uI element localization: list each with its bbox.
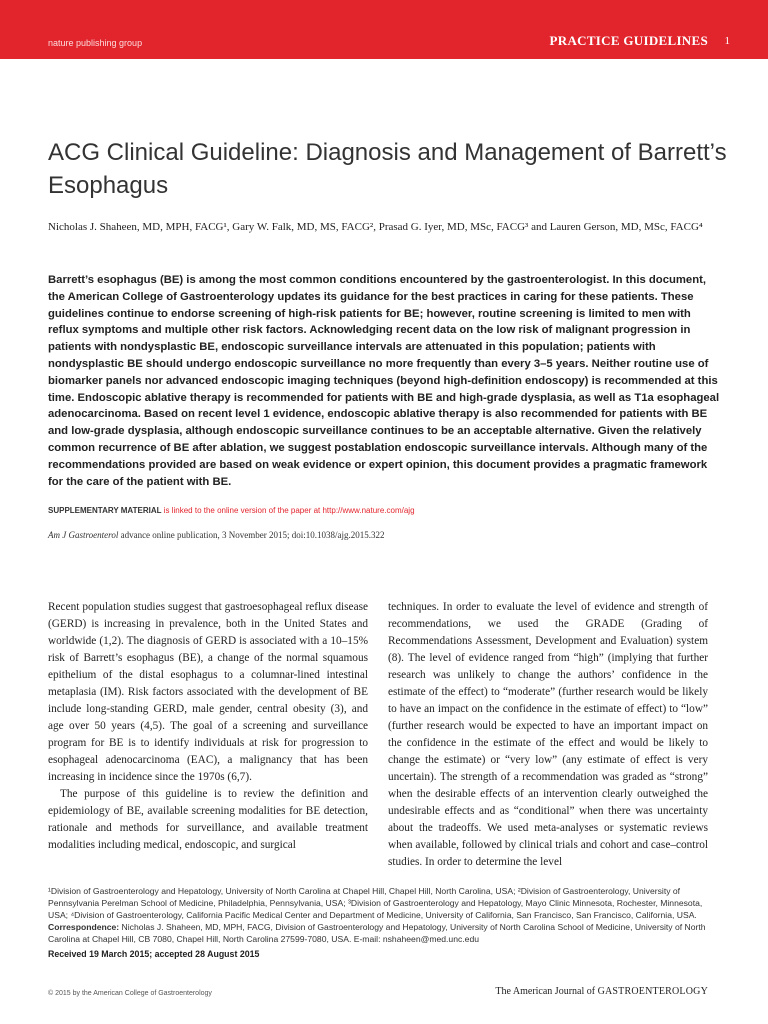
journal-prefix: The American Journal of bbox=[495, 986, 596, 997]
article-title: ACG Clinical Guideline: Diagnosis and Management of Barrett’s Esophagus bbox=[48, 139, 727, 199]
body-column-right bbox=[388, 599, 708, 871]
affiliations-text: ¹Division of Gastroenterology and Hepatology, University of North Carolina at Chapel Hill, Chapel Hill, North Carolina, USA; ²Division of Gastroenterology, University of Pennsylvania Perelman School of Medicine, Philadelphia, Pennsylvania, USA; ³Division of Gastroenterology and Hepatology, Mayo Clinic Minnesota, Rochester, Minnesota, USA; ⁴Division of Gastroenterology, California Pacific Medical Center and Department of Medicine, University of California, San Francisco, San Francisco, California, USA. bbox=[48, 886, 703, 920]
journal-name bbox=[495, 986, 708, 997]
author-list: Nicholas J. Shaheen, MD, MPH, FACG¹, Gary W. Falk, MD, MS, FACG², Prasad G. Iyer, MD, MSc, FACG³ and Lauren Gerson, MD, MSc, FACG⁴ bbox=[48, 221, 703, 233]
body-paragraph: The purpose of this guideline is to review the definition and epidemiology of BE, available screening modalities for BE detection, rationale and methods for surveillance, and available treatment modalities including medical, endoscopic, and surgical bbox=[48, 788, 368, 851]
correspondence-label: Correspondence: bbox=[48, 922, 120, 932]
journal-title: GASTROENTEROLOGY bbox=[597, 986, 708, 997]
publisher-label: nature publishing group bbox=[48, 38, 143, 48]
body-column-left bbox=[48, 599, 368, 854]
body-paragraph: Recent population studies suggest that gastroesophageal reflux disease (GERD) is increasing in prevalence, both in the United States and worldwide (1,2). The diagnosis of GERD is associated with a 10–15% risk of Barrett’s esophagus (BE), a change of the normal squamous epithelium of the distal esophagus to a columnar-lined intestinal metaplasia (IM). Risk factors associated with the development of BE include long-standing GERD, male gender, central obesity (3), and age over 50 years (4,5). The goal of a screening and surveillance program for BE is to identify individuals at risk for progression to esophageal adenocarcinoma (EAC), a malignancy that has been increasing in incidence since the 1970s (6,7). bbox=[48, 601, 368, 783]
page-number: 1 bbox=[724, 35, 730, 47]
affiliation-footnotes bbox=[48, 885, 724, 945]
citation-journal: Am J Gastroenterol bbox=[48, 530, 119, 540]
body-paragraph: techniques. In order to evaluate the level of evidence and strength of recommendations, we used the GRADE (Grading of Recommendations Assessment, Development and Evaluation) system (8). The level of evidence ranged from “high” (implying that further research was unlikely to change the authors’ confidence in the estimate of the effect) to “moderate” (further research would be likely to have an impact on the confidence in the estimate of effect) to “low” (further research would be expected to have an important impact on the confidence in the estimate of the effect and would be likely to change the estimate) or “very low” (any estimate of effect is very uncertain). The strength of a recommendation was graded as “strong” when the desirable effects of an intervention clearly outweighed the undesirable effects and as “conditional” when there was uncertainty about the tradeoffs. We used meta-analyses or systematic reviews when available, followed by clinical trials and cohort and case–control studies. In order to determine the level bbox=[388, 601, 708, 868]
received-dates: Received 19 March 2015; accepted 28 August 2015 bbox=[48, 949, 260, 959]
section-label: PRACTICE GUIDELINES bbox=[549, 33, 708, 48]
copyright-notice: © 2015 by the American College of Gastroenterology bbox=[48, 990, 212, 997]
supplementary-link[interactable]: is linked to the online version of the paper at http://www.nature.com/ajg bbox=[163, 506, 415, 515]
header-band bbox=[0, 0, 768, 59]
correspondence-text: Nicholas J. Shaheen, MD, MPH, FACG, Division of Gastroenterology and Hepatology, University of North Carolina School of Medicine, University of North Carolina at Chapel Hill, CB 7080, Chapel Hill, North Carolina 27599-7080, USA. E-mail: nshaheen@med.unc.edu bbox=[48, 922, 706, 944]
citation-details: advance online publication, 3 November 2015; doi:10.1038/ajg.2015.322 bbox=[120, 530, 385, 540]
supplementary-label: SUPPLEMENTARY MATERIAL bbox=[48, 506, 162, 515]
citation-line bbox=[48, 530, 385, 540]
abstract: Barrett’s esophagus (BE) is among the most common conditions encountered by the gastroenterologist. In this document, the American College of Gastroenterology updates its guidance for the best practices in caring for these patients. These guidelines continue to endorse screening of high-risk patients for BE; however, routine screening is limited to men with reflux symptoms and multiple other risk factors. Acknowledging recent data on the low risk of malignant progression in patients with nondysplastic BE, endoscopic surveillance intervals are attenuated in this population; patients with nondysplastic BE should undergo endoscopic surveillance no more frequently than every 3–5 years. Neither routine use of biomarker panels nor advanced endoscopic imaging techniques (beyond high-definition endoscopy) is recommended at this time. Endoscopic ablative therapy is recommended for patients with BE and high-grade dysplasia, as well as T1a esophageal adenocarcinoma. Based on recent level 1 evidence, endoscopic ablative therapy is also recommended for patients with BE and low-grade dysplasia, although endoscopic surveillance continues to be an acceptable alternative. Given the relatively common recurrence of BE after ablation, we suggest postablation endoscopic surveillance intervals. Although many of the recommendations provided are based on weak evidence or expert opinion, this document provides a pragmatic framework for the care of the patient with BE. bbox=[48, 274, 720, 488]
supplementary-note bbox=[48, 506, 415, 515]
